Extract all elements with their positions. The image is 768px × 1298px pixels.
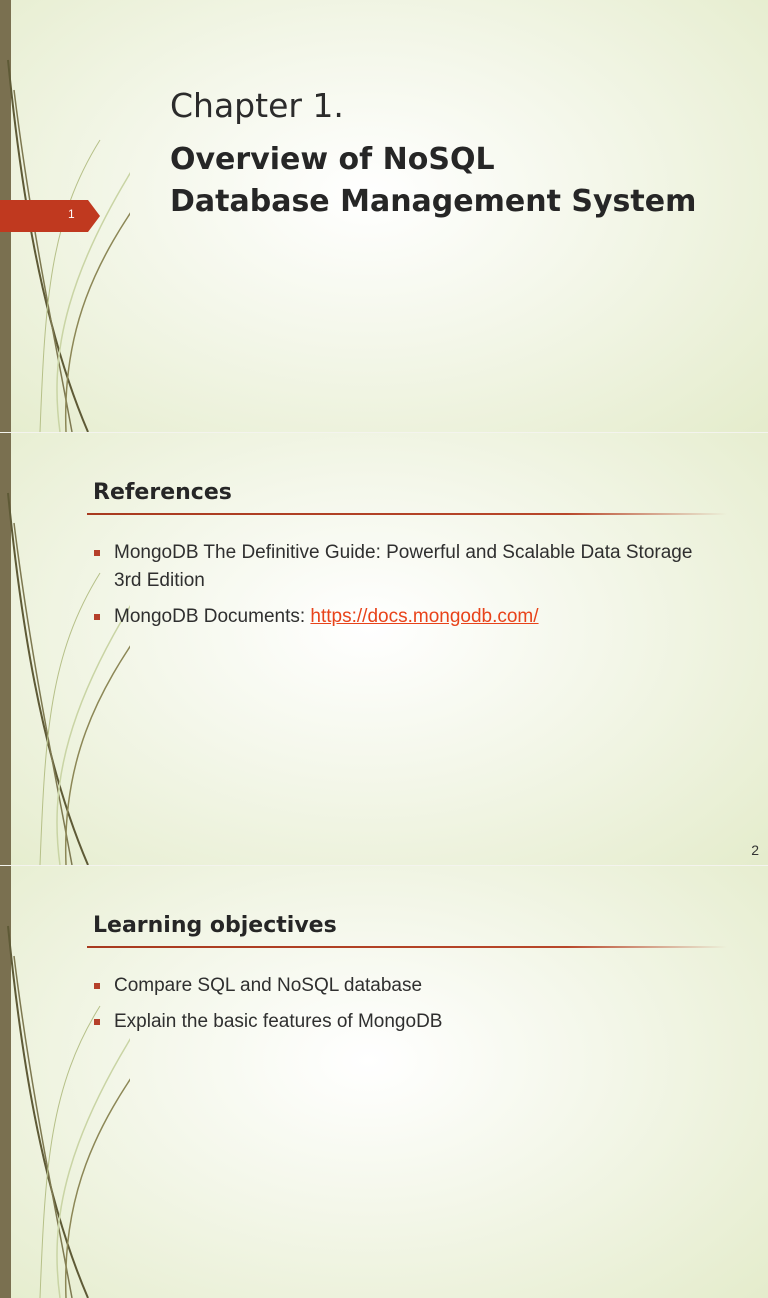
objective-text: Explain the basic features of MongoDB [114,1011,443,1032]
list-item [93,1008,713,1036]
title-slide [0,0,768,432]
list-item [93,539,713,595]
objectives-heading: Learning objectives [93,913,337,938]
chapter-label: Chapter 1. [170,86,344,125]
heading-rule [87,946,727,948]
title-line-2: Database Management System [170,184,697,219]
slide-number-tag [0,200,100,232]
objective-text: Compare SQL and NoSQL database [114,975,423,996]
references-heading: References [93,480,232,505]
objectives-list [93,972,713,1044]
reference-text: MongoDB Documents: [114,606,311,627]
slide-title [170,139,696,223]
title-line-1: Overview of NoSQL [170,142,495,177]
slide-number: 1 [68,207,75,221]
list-item [93,603,713,631]
heading-rule [87,513,727,515]
references-list [93,539,713,639]
reference-text: MongoDB The Definitive Guide: Powerful and Scalable Data Storage 3rd Edition [114,542,693,591]
page-number: 2 [751,842,759,858]
objectives-slide [0,866,768,1298]
mongodb-docs-link[interactable]: https://docs.mongodb.com/ [310,606,539,627]
references-slide [0,433,768,865]
list-item [93,972,713,1000]
